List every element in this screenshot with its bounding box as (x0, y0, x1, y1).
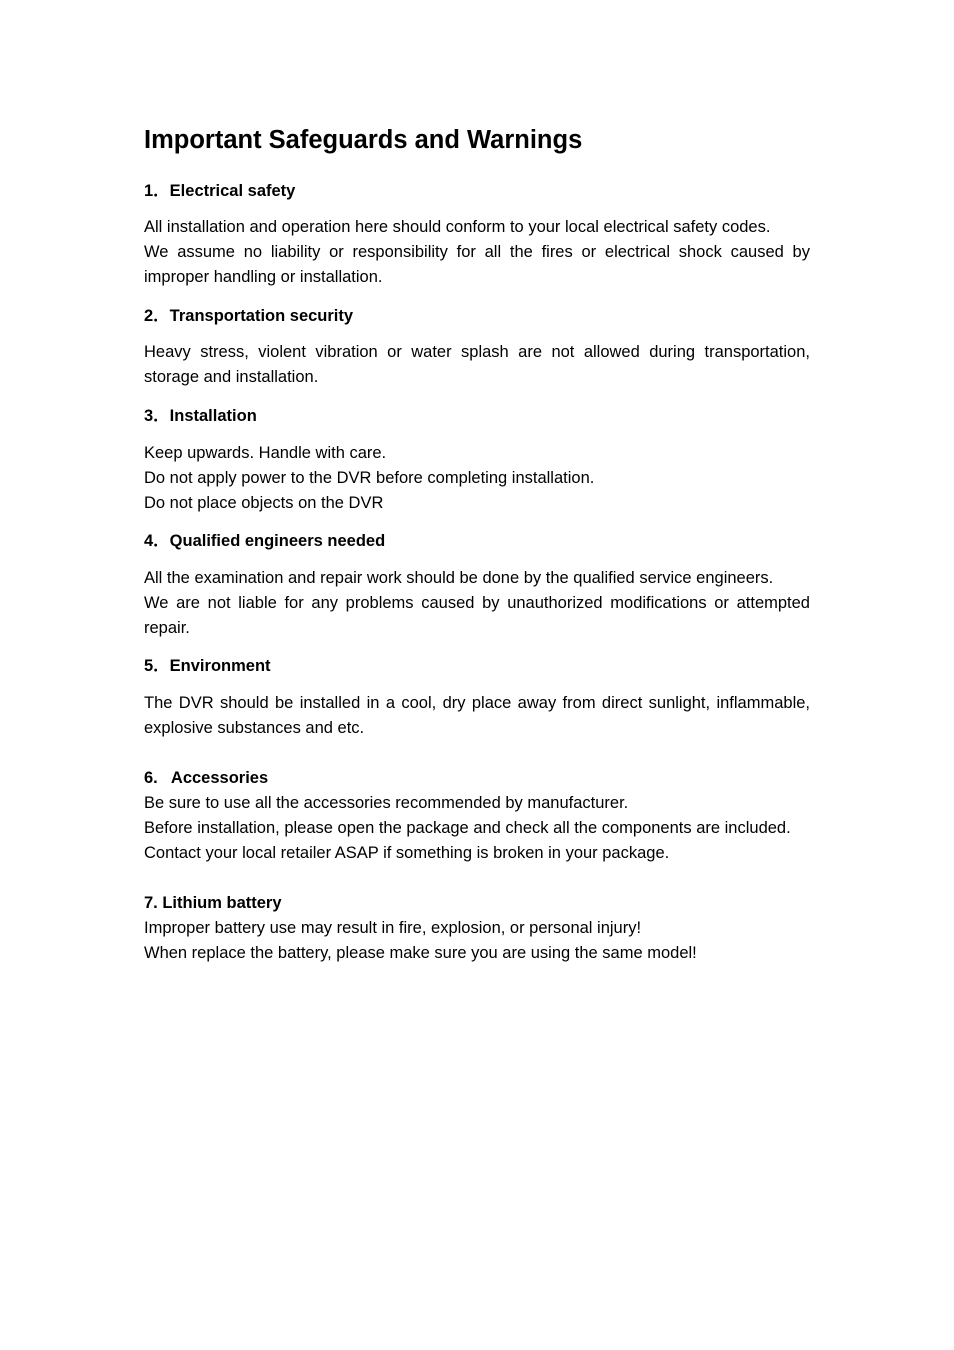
body-line: Contact your local retailer ASAP if something is broken in your package. (144, 844, 670, 862)
section-heading-transportation-security: 2．Transportation security (144, 307, 354, 325)
body-line: explosive substances and etc. (144, 719, 365, 737)
body-line: Be sure to use all the accessories recommended by manufacturer. (144, 794, 629, 812)
body-line: Improper battery use may result in fire, explosion, or personal injury! (144, 919, 642, 937)
body-line: The DVR should be installed in a cool, dry place away from direct sunlight, inflammable, (144, 694, 810, 712)
body-line: We assume no liability or responsibility for all the fires or electrical shock caused by (144, 243, 810, 261)
section-heading-lithium-battery: 7. Lithium battery (144, 894, 282, 912)
section-heading-accessories: 6. Accessories (144, 769, 269, 787)
body-line: Heavy stress, violent vibration or water splash are not allowed during transportation, (144, 343, 810, 361)
section-body-qualified-engineers (144, 566, 810, 641)
body-line: All the examination and repair work should be done by the qualified service engineers. (144, 569, 774, 587)
section-body-lithium-battery (144, 916, 810, 966)
body-line: All installation and operation here should conform to your local electrical safety codes. (144, 218, 771, 236)
body-line: Before installation, please open the package and check all the components are included. (144, 819, 791, 837)
section-heading-environment: 5．Environment (144, 657, 271, 675)
body-line: When replace the battery, please make sure you are using the same model! (144, 944, 697, 962)
section-heading-electrical-safety: 1．Electrical safety (144, 182, 296, 200)
section-heading-installation: 3．Installation (144, 407, 257, 425)
section-body-accessories (144, 791, 810, 866)
body-line: Keep upwards. Handle with care. (144, 444, 387, 462)
section-body-transportation-security (144, 340, 810, 390)
body-line: repair. (144, 619, 190, 637)
body-line: Do not place objects on the DVR (144, 494, 384, 512)
section-body-installation (144, 441, 810, 516)
section-body-electrical-safety (144, 215, 810, 290)
section-heading-qualified-engineers: 4．Qualified engineers needed (144, 532, 386, 550)
body-line: We are not liable for any problems caused by unauthorized modifications or attempted (144, 594, 810, 612)
section-body-environment (144, 691, 810, 741)
body-line: Do not apply power to the DVR before completing installation. (144, 469, 595, 487)
page-title: Important Safeguards and Warnings (144, 126, 583, 154)
body-line: storage and installation. (144, 368, 319, 386)
body-line: improper handling or installation. (144, 268, 383, 286)
